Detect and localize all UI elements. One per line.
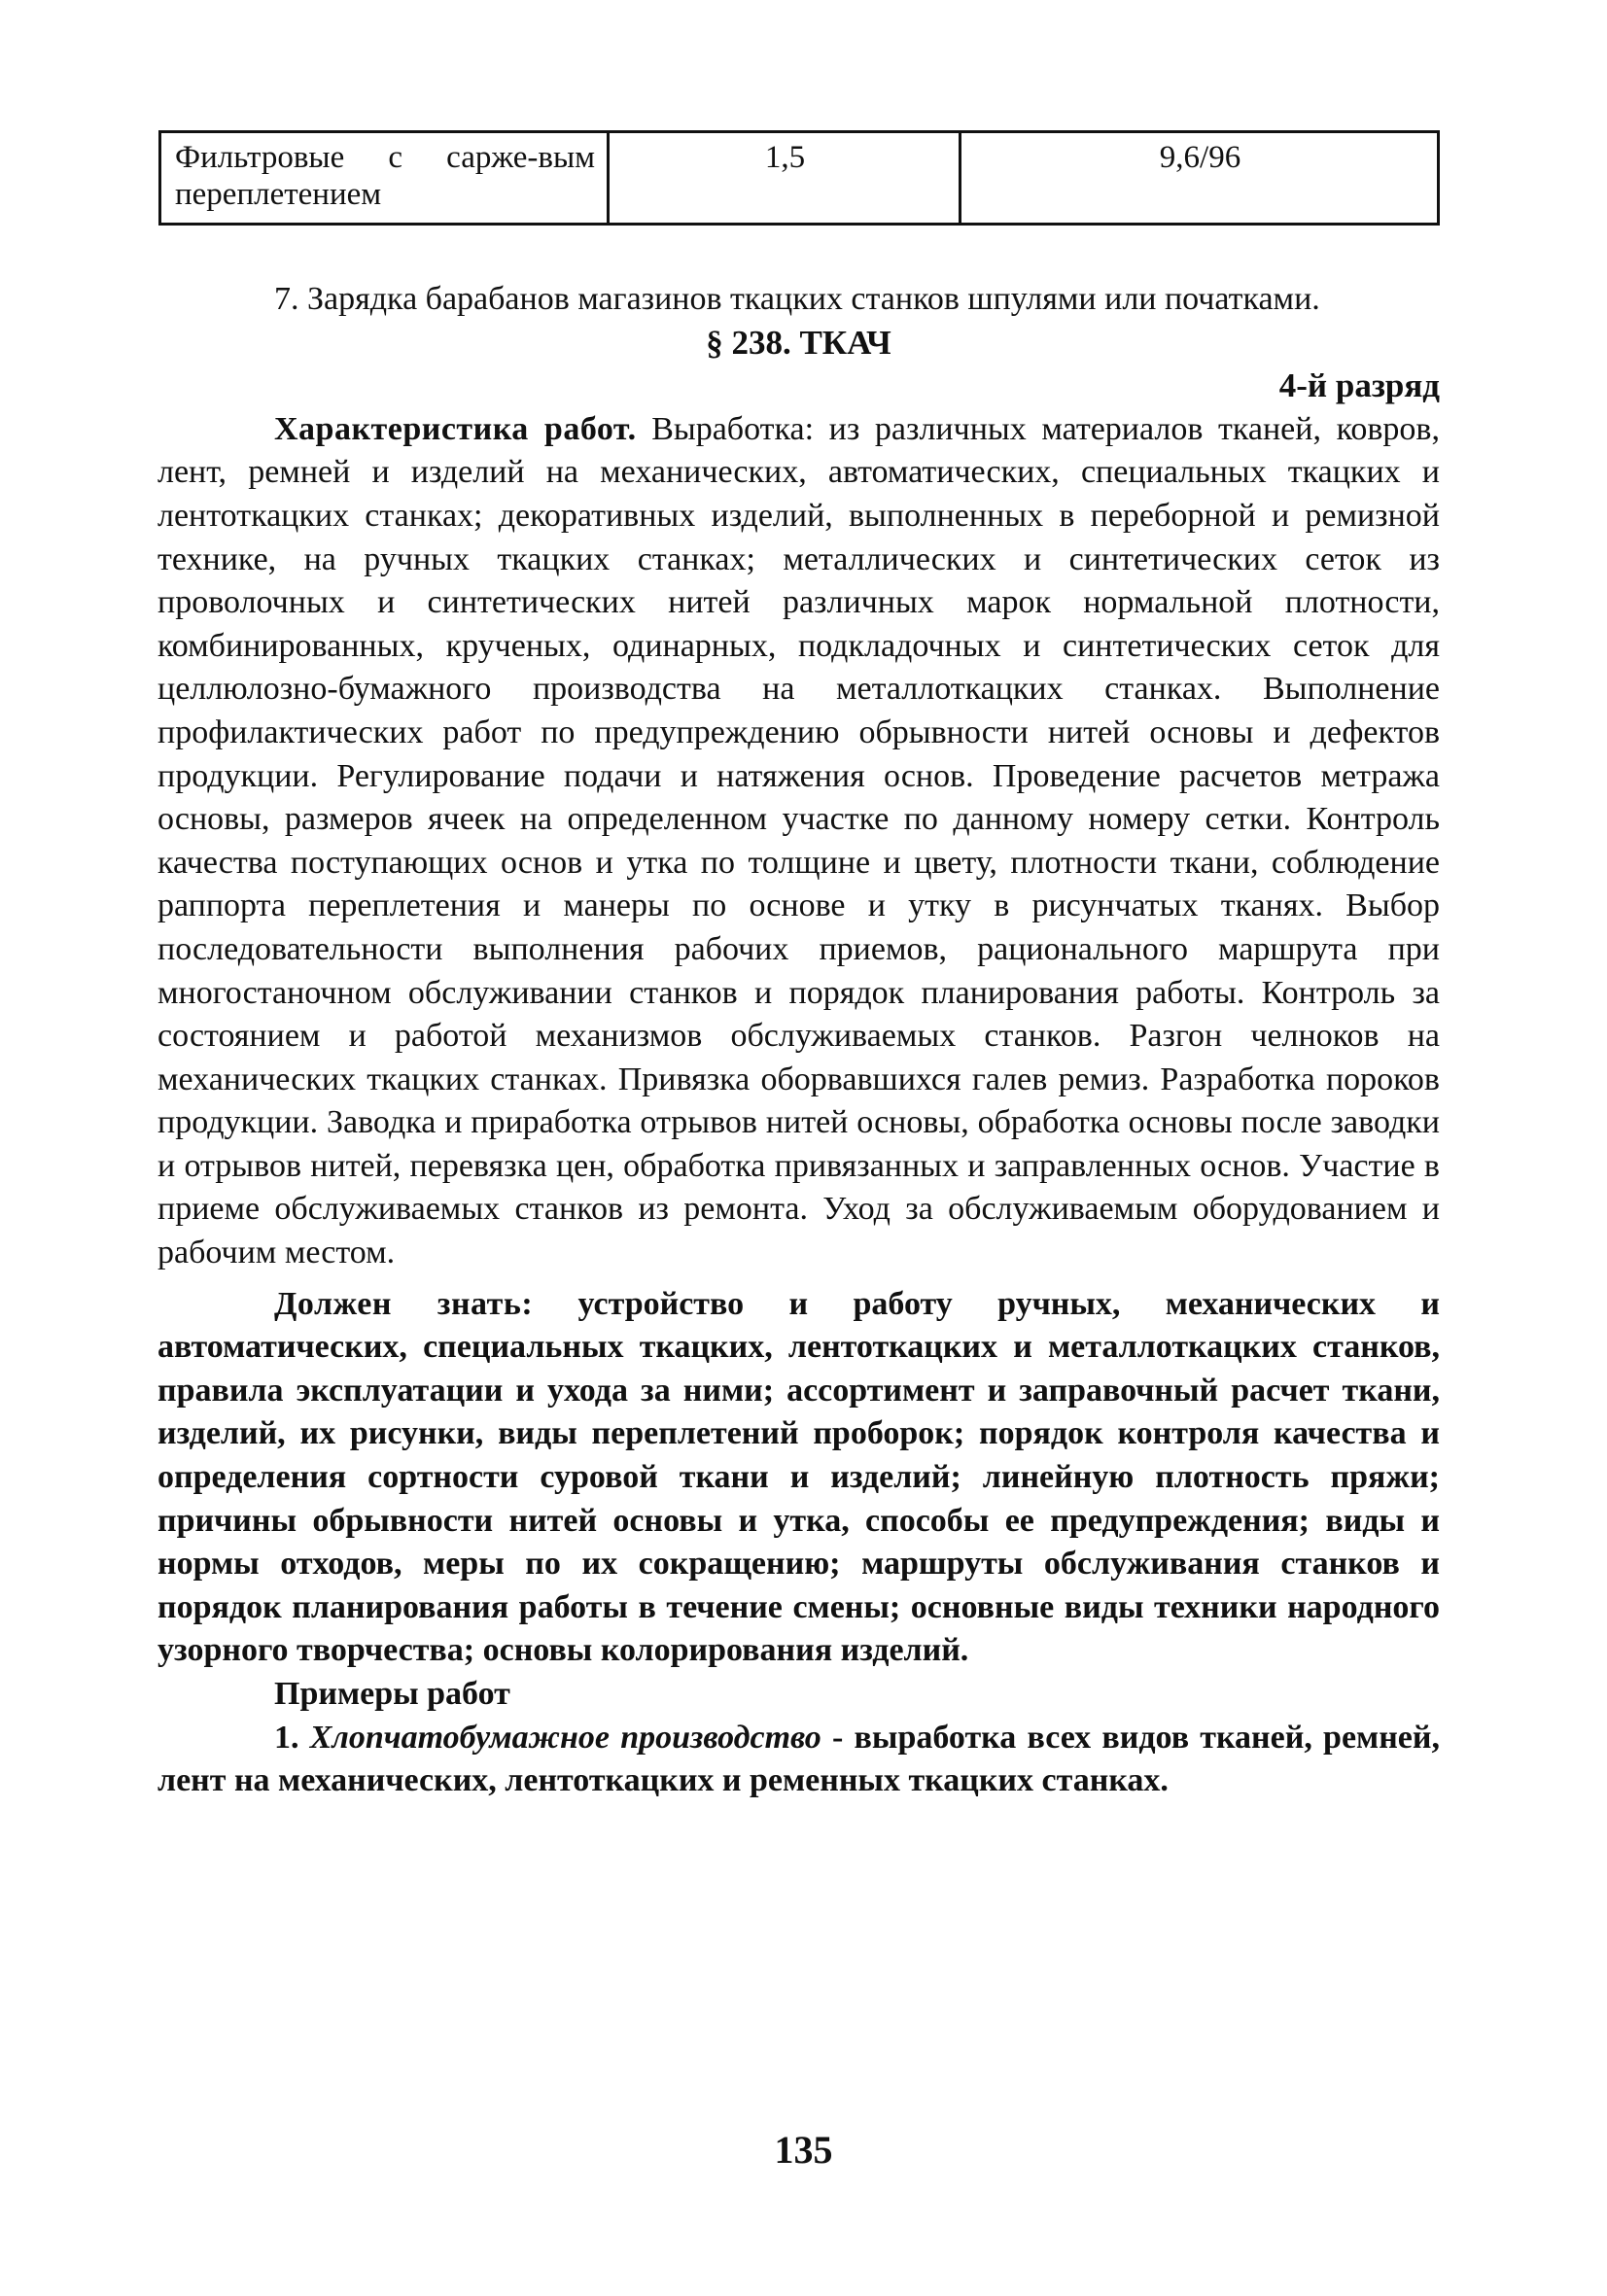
- table-cell-value: 1,5: [609, 132, 961, 225]
- table-cell-norm: 9,6/96: [961, 132, 1439, 225]
- example-item-1-text: - выработка всех видов тканей, ремней, лент на механических, лентоткацких и ременных ткацких станках.: [157, 1719, 1440, 1799]
- example-item-1-industry: Хлопчатобумажное производство: [309, 1719, 821, 1756]
- document-body: [157, 278, 1440, 1803]
- characteristic-paragraph: [157, 408, 1440, 1275]
- example-item-1-number: 1.: [274, 1719, 299, 1756]
- page-number: 135: [774, 2128, 833, 2172]
- characteristic-text: Выработка: из различных материалов тканей, ковров, лент, ремней и изделий на механических, автоматических, специальных ткацких и лентоткацких станках; декоративных изделий, выполненных в переборной и ремизной технике, на ручных ткацких станках; металлических и синтетических сеток из проволочных и синтетических нитей различных марок нормальной плотности, комбинированных, крученых, одинарных, подкладочных и синтетических сеток для целлюлозно-бумажного производства на металлоткацких станках. Выполнение профилактических работ по предупреждению обрывности нитей основы и дефектов продукции. Регулирование подачи и натяжения основ. Проведение расчетов метража основы, размеров ячеек на определенном участке по данному номеру сетки. Контроль качества поступающих основ и утка по толщине и цвету, плотности ткани, соблюдение раппорта переплетения и манеры по основе и утку в рисунчатых тканях. Выбор последовательности выполнения рабочих приемов, рационального маршрута при многостаночном обслуживании станков и порядок планирования работы. Контроль за состоянием и работой механизмов обслуживаемых станков. Разгон челноков на механических ткацких станках. Привязка оборвавшихся галев ремиз. Разработка пороков продукции. Заводка и приработка отрывов нитей основы, обработка основы после заводки и отрывов нитей, перевязка цен, обработка привязанных и заправленных основ. Участие в приеме обслуживаемых станков из ремонта. Уход за обслуживаемым оборудованием и рабочим местом.: [157, 410, 1440, 1271]
- must-know-text: устройство и работу ручных, механических и автоматических, специальных ткацких, лентоткацких и металлоткацких станков, правила эксплуатации и ухода за ними; ассортимент и заправочный расчет ткани, изделий, их рисунки, виды переплетений проборок; порядок контроля качества и определения сортности суровой ткани и изделий; линейную плотность пряжи; причины обрывности нитей основы и утка, способы ее предупреждения; виды и нормы отходов, меры по их сокращению; маршруты обслуживания станков и порядок планирования работы в течение смены; основные виды техники народного узорного творчества; основы колорирования изделий.: [157, 1285, 1440, 1669]
- example-item-1: [157, 1717, 1440, 1803]
- examples-heading: Примеры работ: [274, 1676, 510, 1712]
- must-know-label: Должен знать:: [274, 1285, 534, 1322]
- norms-table: [158, 130, 1440, 226]
- section-title: § 238. ТКАЧ: [706, 323, 891, 362]
- must-know-paragraph: [157, 1283, 1440, 1673]
- table-row: [160, 132, 1439, 225]
- list-item-7: 7. Зарядка барабанов магазинов ткацких станков шпулями или початками.: [274, 281, 1320, 317]
- characteristic-label: Характеристика работ.: [274, 410, 637, 447]
- table-cell-name: Фильтровые с сарже-вым переплетением: [160, 132, 609, 225]
- grade-heading: 4-й разряд: [1278, 366, 1440, 405]
